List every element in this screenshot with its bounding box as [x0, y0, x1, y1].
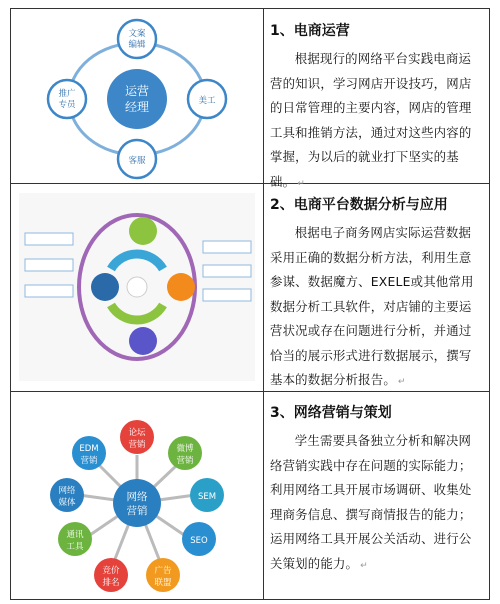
section-text-1	[264, 9, 489, 189]
section-text-3	[264, 391, 489, 599]
node-promoter-label-1: 推广	[58, 89, 76, 99]
center-dot	[127, 277, 147, 297]
node-copywriter-label-2: 编辑	[128, 40, 146, 50]
marketing-node-label: 营销	[176, 456, 194, 466]
center-label-2: 营销	[126, 505, 148, 517]
section-text-2	[264, 183, 489, 391]
marketing-node-label: 工具	[66, 542, 84, 552]
center-label-1: 运营	[124, 84, 150, 98]
section-body-text: 根据现行的网络平台实践电商运营的知识，学习网店开设技巧，网店的日常管理的主要内容，网店的管理工具和推销方法，通过对这些内容的掌握，为以后的就业打下坚实的基础。	[270, 51, 472, 189]
section-row-3	[11, 391, 489, 599]
sphere-bottom	[129, 327, 157, 355]
ecommerce-operations-diagram-cell	[11, 9, 264, 183]
right-box-1	[203, 241, 251, 253]
marketing-node-label: 联盟	[154, 578, 172, 588]
marketing-node-label: SEM	[197, 492, 217, 502]
paragraph-mark-icon: ↵	[297, 178, 305, 189]
marketing-node-label: 营销	[80, 456, 98, 466]
marketing-node-label: SEO	[190, 536, 208, 546]
right-box-3	[203, 289, 251, 301]
marketing-node-label: 竞价	[102, 566, 120, 576]
left-box-1	[25, 233, 73, 245]
section-body	[270, 429, 481, 578]
data-analysis-diagram-cell	[11, 183, 264, 391]
paragraph-mark-icon: ↵	[360, 560, 368, 571]
marketing-node-label: EDM	[79, 444, 99, 454]
section-row-2	[11, 183, 489, 392]
marketing-node-label: 媒体	[58, 498, 76, 508]
right-box-2	[203, 265, 251, 277]
center-circle	[113, 479, 161, 527]
node-copywriter	[118, 20, 156, 58]
course-table	[10, 8, 490, 600]
node-promoter-label-2: 专员	[58, 100, 76, 110]
node-copywriter-label-1: 文案	[128, 29, 146, 39]
marketing-node-label: 微博	[176, 444, 194, 454]
node-designer-label: 美工	[198, 96, 216, 106]
network-marketing-diagram	[11, 391, 263, 599]
node-promoter	[48, 80, 86, 118]
section-body-text: 根据电子商务网店实际运营数据采用正确的数据分析方法，利用生意参谋、数据魔方、EXELE或其他常用数据分析工具软件，对店铺的主要运营状况或存在问题进行分析，并通过恰当的展示形式进行数据展示，撰写基本的数据分析报告。	[270, 225, 474, 387]
sphere-top	[129, 217, 157, 245]
section-title: 2、电商平台数据分析与应用	[270, 197, 448, 213]
center-circle	[107, 69, 167, 129]
section-body	[270, 221, 481, 395]
center-label-1: 网络	[126, 491, 148, 503]
marketing-node-label: 通讯	[66, 530, 84, 540]
paragraph-mark-icon: ↵	[397, 377, 406, 387]
ecommerce-operations-diagram	[11, 9, 263, 183]
left-box-3	[25, 285, 73, 297]
section-body-text: 学生需要具备独立分析和解决网络营销实践中存在问题的实际能力；利用网络工具开展市场调研、收集处理商务信息、撰写商情报告的能力；运用网络工具开展公关活动、进行公关策划的能力。	[270, 433, 472, 571]
section-body	[270, 47, 481, 196]
section-title: 1、电商运营	[270, 23, 350, 39]
marketing-node-label: 排名	[102, 578, 120, 588]
node-customer-service-label: 客服	[128, 156, 146, 166]
marketing-node-label: 广告	[154, 566, 172, 576]
marketing-node-label: 网络	[58, 486, 76, 496]
center-label-2: 经理	[124, 100, 150, 114]
section-title: 3、网络营销与策划	[270, 405, 392, 421]
sphere-left	[91, 273, 119, 301]
section-row-1	[11, 9, 489, 189]
marketing-node-label: 营销	[128, 440, 146, 450]
left-box-2	[25, 259, 73, 271]
data-analysis-diagram	[11, 183, 263, 391]
sphere-right	[167, 273, 195, 301]
marketing-node-label: 论坛	[128, 428, 146, 438]
network-marketing-diagram-cell	[11, 391, 264, 599]
